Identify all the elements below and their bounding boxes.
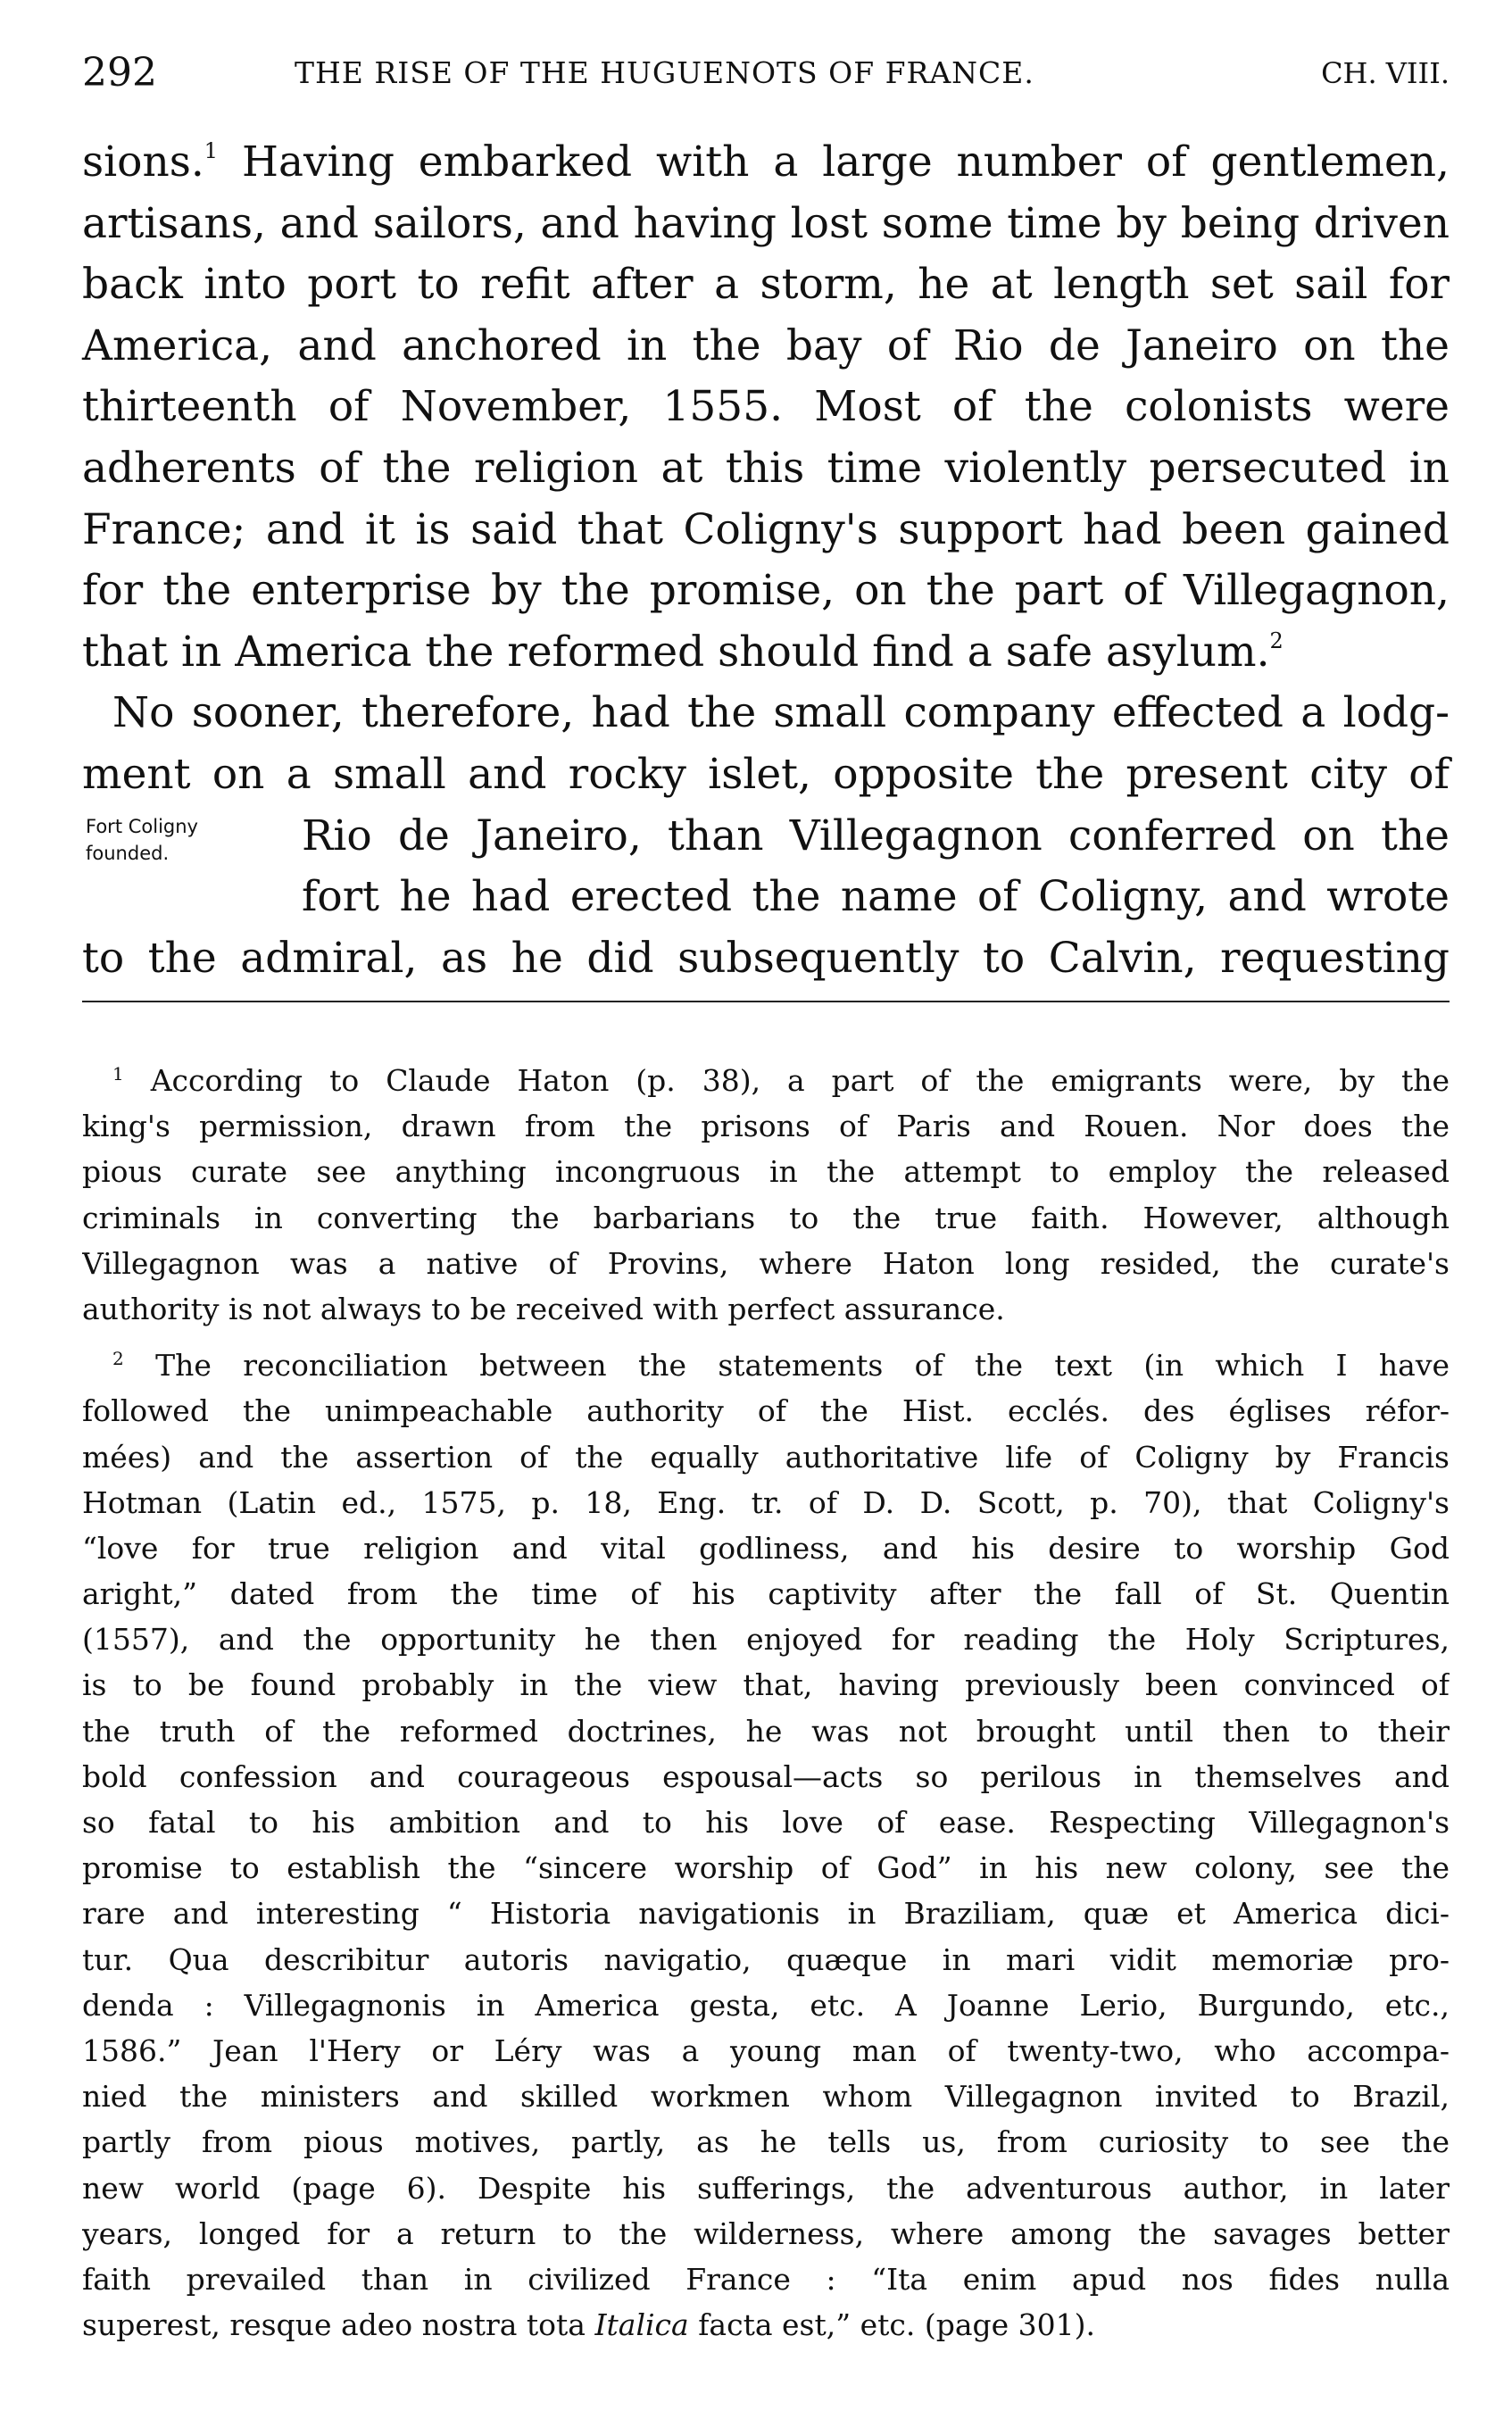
footnote-line: rare and interesting “ Historia navigationis in Braziliam, quæ et America dici- (82, 1896, 1450, 1932)
footnote-line: years, longed for a return to the wilderness, where among the savages better (82, 2215, 1450, 2251)
footnote-line: authority is not always to be received with perfect assurance. (82, 1291, 1005, 1326)
text-line: No sooner, therefore, had the small company effected a lodg- (112, 688, 1450, 738)
text-line: for the enterprise by the promise, on the part of Villegagnon, (82, 566, 1450, 616)
footnote-line: Hotman (Latin ed., 1575, p. 18, Eng. tr. of D. D. Scott, p. 70), that Coligny's (82, 1484, 1450, 1520)
footnote-line: pious curate see anything incongruous in the attempt to employ the released (82, 1154, 1450, 1190)
text-line: back into port to refit after a storm, he at length set sail for (82, 260, 1450, 310)
footnote-line: “love for true religion and vital godliness, and his desire to worship God (82, 1530, 1450, 1566)
footnote-line: nied the ministers and skilled workmen whom Villegagnon invited to Brazil, (82, 2079, 1450, 2115)
footnotes (82, 1058, 1450, 2348)
footnote-line: the truth of the reformed doctrines, he was not brought until then to their (82, 1713, 1450, 1749)
footnote-line: Villegagnon was a native of Provins, where Haton long resided, the curate's (82, 1245, 1450, 1281)
text-line: thirteenth of November, 1555. Most of the colonists were (82, 382, 1450, 432)
text-line: fort he had erected the name of Coligny, and wrote (302, 872, 1450, 922)
footnote-line: denda : Villegagnonis in America gesta, etc. A Joanne Lerio, Burgundo, etc., (82, 1987, 1450, 2023)
footnote-line: (1557), and the opportunity he then enjoyed for reading the Holy Scriptures, (82, 1622, 1450, 1658)
chapter-reference: CH. VIII. (1321, 56, 1450, 90)
text-line: to the admiral, as he did subsequently to Calvin, requesting (82, 933, 1450, 983)
footnote-line: 1586.” Jean l'Hery or Léry was a young man of twenty-two, who accompa- (82, 2032, 1450, 2068)
footnote-line: new world (page 6). Despite his sufferings, the adventurous author, in later (82, 2170, 1450, 2206)
text-line: that in America the reformed should find a safe asylum.$^2$ (82, 627, 1284, 677)
footnote-line: mées) and the assertion of the equally authoritative life of Coligny by Francis (82, 1439, 1450, 1475)
footnote-line: criminals in converting the barbarians to the true faith. However, although (82, 1200, 1450, 1235)
footnote-ref: 1 (204, 138, 219, 163)
italic-word: Italica (594, 2307, 689, 2343)
footnote-ref: 2 (1269, 628, 1284, 653)
footnote-marker: 2 (112, 1348, 124, 1370)
footnote-line: faith prevailed than in civilized France : “Ita enim apud nos fides nulla (82, 2261, 1450, 2297)
text-line: Rio de Janeiro, than Villegagnon conferred on the (302, 810, 1450, 860)
text-line: artisans, and sailors, and having lost some time by being driven (82, 198, 1450, 248)
footnote-line: partly from pious motives, partly, as he tells us, from curiosity to see the (82, 2124, 1450, 2160)
footnote-line: followed the unimpeachable authority of the Hist. ecclés. des églises réfor- (82, 1393, 1450, 1429)
footnote-marker: 1 (112, 1063, 124, 1085)
text-line: ment on a small and rocky islet, opposite the present city of (82, 749, 1450, 799)
page-number: 292 (82, 50, 157, 96)
footnote-line: bold confession and courageous espousal—acts so perilous in themselves and (82, 1758, 1450, 1794)
marginal-note (86, 813, 291, 867)
text-line: France; and it is said that Coligny's support had been gained (82, 504, 1450, 554)
footnote-divider (82, 1001, 1450, 1002)
footnote-line: aright,” dated from the time of his captivity after the fall of St. Quentin (82, 1576, 1450, 1612)
footnote-line: tur. Qua describitur autoris navigatio, quæque in mari vidit memoriæ pro- (82, 1941, 1450, 1977)
footnote-line: promise to establish the “sincere worship of God” in his new colony, see the (82, 1850, 1450, 1886)
footnote-line: so fatal to his ambition and to his love of ease. Respecting Villegagnon's (82, 1805, 1450, 1840)
running-head (82, 46, 1450, 100)
running-title: THE RISE OF THE HUGUENOTS OF FRANCE. (295, 55, 1034, 90)
text-line: adherents of the religion at this time violently persecuted in (82, 443, 1450, 493)
footnote-line: $^1$ According to Claude Haton (p. 38), a part of the emigrants were, by the (112, 1063, 1450, 1098)
marginal-note-line: Fort Coligny (86, 816, 198, 837)
marginal-note-line: founded. (86, 843, 170, 864)
footnote-line: $^2$ The reconciliation between the statements of the text (in which I have (112, 1348, 1450, 1384)
footnote-line: superest, resque adeo nostra tota Italica facta est,” etc. (page 301). (82, 2307, 1096, 2343)
footnote-line: is to be found probably in the view that, having previously been convinced of (82, 1667, 1450, 1703)
footnote-line: king's permission, drawn from the prisons of Paris and Rouen. Nor does the (82, 1109, 1450, 1144)
text-line: sions.$^1$ Having embarked with a large number of gentlemen, (82, 137, 1450, 187)
text-line: America, and anchored in the bay of Rio de Janeiro on the (82, 320, 1450, 370)
